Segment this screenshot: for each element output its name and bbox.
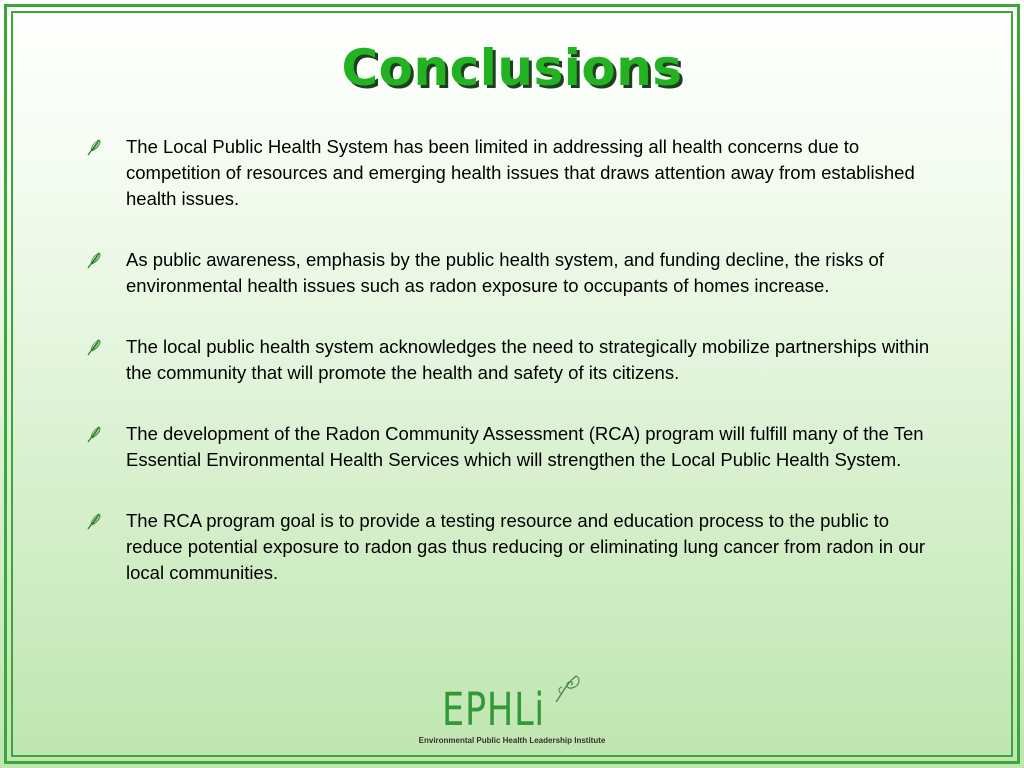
bullet-item xyxy=(86,134,936,212)
bullet-text: The development of the Radon Community Assessment (RCA) program will fulfill many of the Ten Essential Environmental Health Services which will strengthen the Local Public Health System. xyxy=(126,423,924,470)
logo-wordmark: EPHLi xyxy=(442,683,545,736)
feather-quill-icon xyxy=(86,138,102,156)
bullet-text: The Local Public Health System has been limited in addressing all health concerns due to competition of resources and emerging health issues that draws attention away from established health issues. xyxy=(126,136,915,209)
feather-quill-icon xyxy=(86,251,102,269)
feather-quill-icon xyxy=(86,512,102,530)
bullet-item xyxy=(86,508,936,586)
bullet-text: The RCA program goal is to provide a testing resource and education process to the public to reduce potential exposure to radon gas thus reducing or eliminating lung cancer from radon in our local communities. xyxy=(126,510,926,583)
bullet-list xyxy=(86,134,936,621)
bullet-text: As public awareness, emphasis by the public health system, and funding decline, the risks of environmental health issues such as radon exposure to occupants of homes increase. xyxy=(126,249,884,296)
bullet-text: The local public health system acknowledges the need to strategically mobilize partnerships within the community that will promote the health and safety of its citizens. xyxy=(126,336,930,383)
bullet-item xyxy=(86,247,936,299)
feather-quill-icon xyxy=(86,425,102,443)
slide-title: Conclusions xyxy=(341,39,683,97)
ephli-logo xyxy=(412,672,612,752)
bullet-item xyxy=(86,421,936,473)
logo-caption: Environmental Public Health Leadership Institute xyxy=(418,736,606,745)
bullet-item xyxy=(86,334,936,386)
feather-quill-icon xyxy=(86,338,102,356)
swirl-icon xyxy=(552,672,584,706)
